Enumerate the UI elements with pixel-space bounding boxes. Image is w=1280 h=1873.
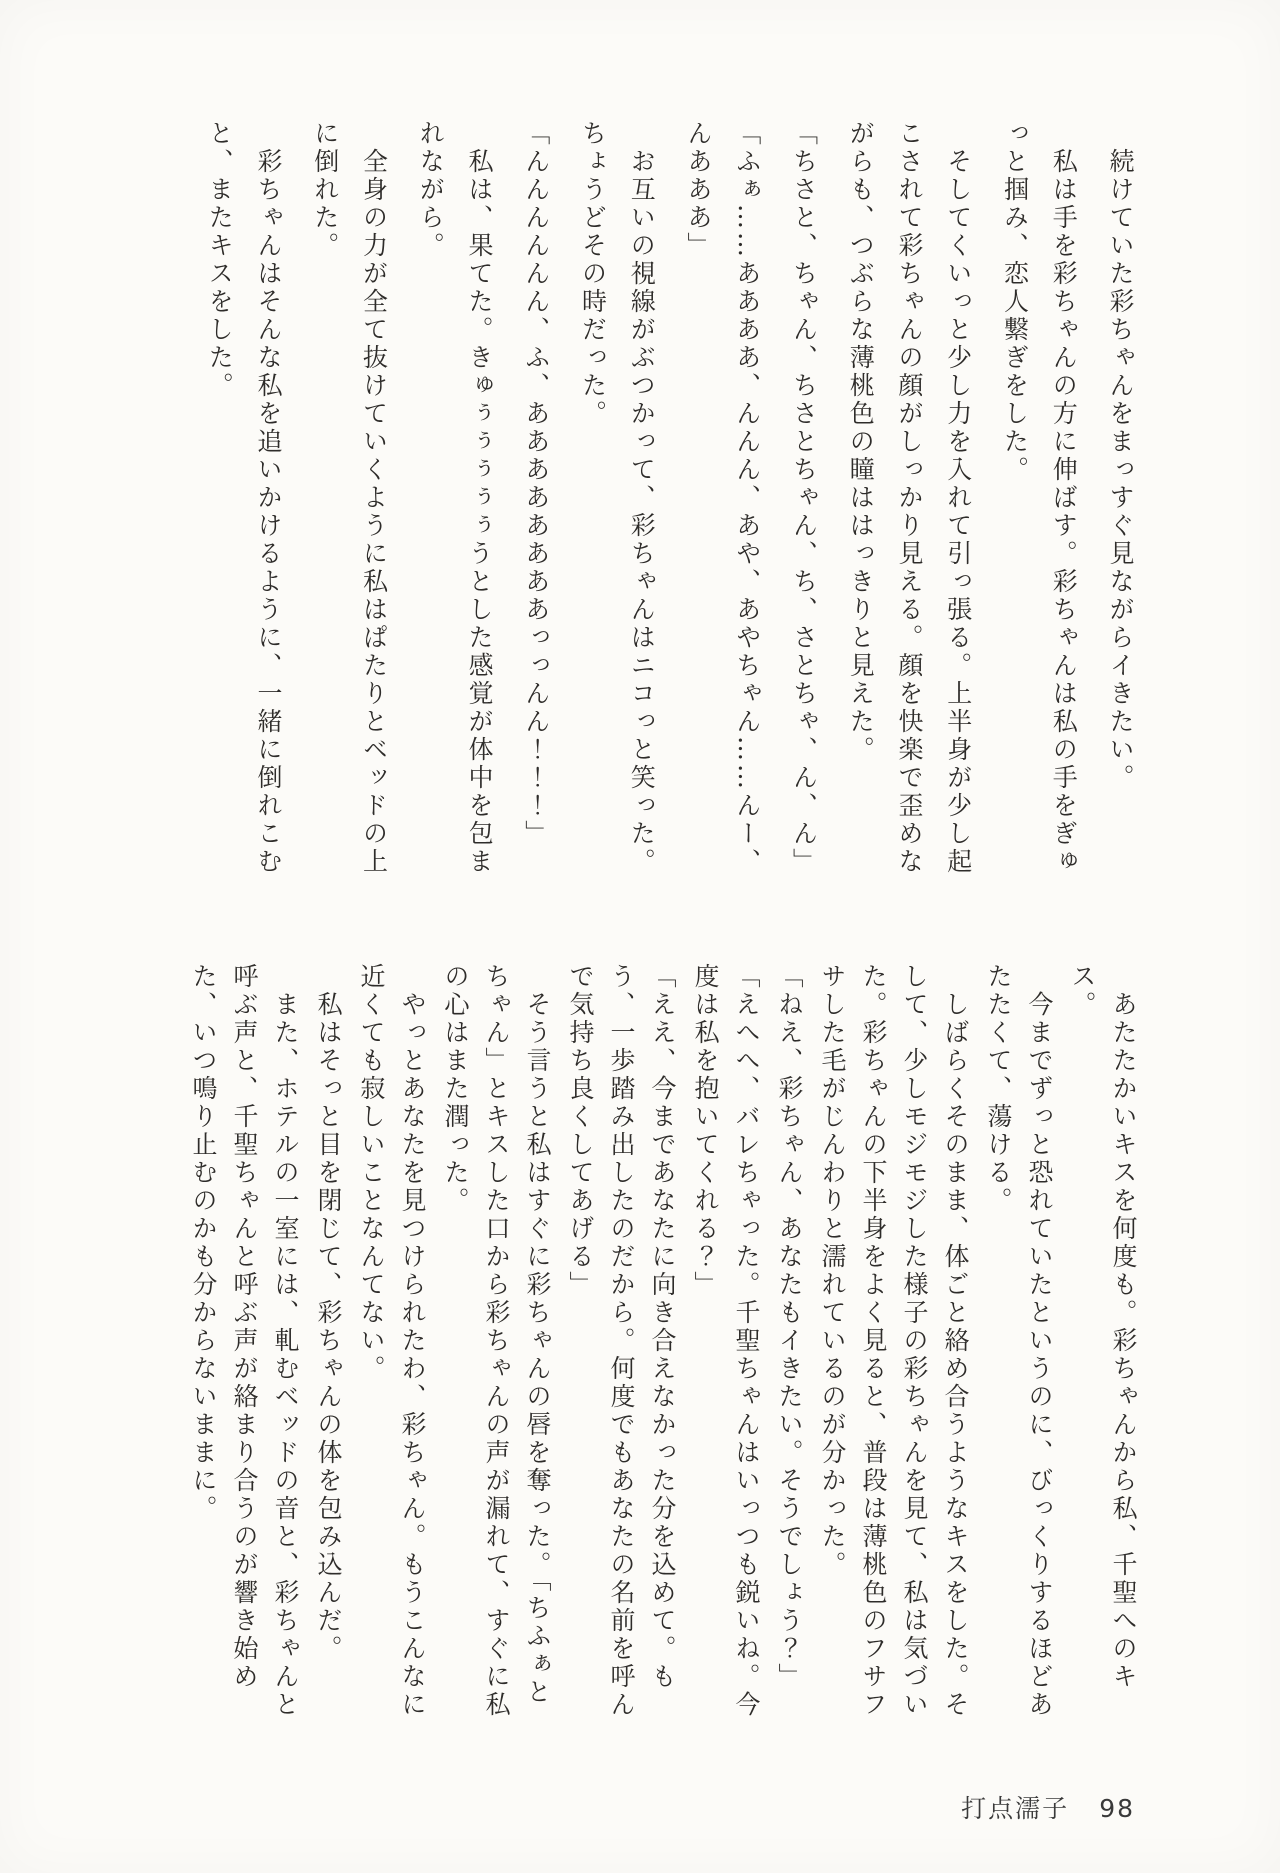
dialogue-line: 「えへへ、バレちゃった。千聖ちゃんはいっつも鋭いね。今度は私を抱いてくれる？」 — [691, 963, 761, 1719]
paragraph: 私は、果てた。きゅぅぅぅぅぅうとした感覚が体中を包まれながら。 — [416, 120, 494, 876]
dialogue-line: 「ふぁ……ああああ、んんん、あや、あやちゃん……んー、んあああ」 — [684, 120, 762, 876]
paragraph: しばらくそのまま、体ごと絡め合うようなキスをした。そして、少しモジモジした様子の彩ちゃんを見て、私は気づいた。彩ちゃんの下半身をよく見ると、普段は薄桃色のフサフサした毛がじんわりと濡れているのが分かった。 — [818, 963, 970, 1719]
paragraph: 私は手を彩ちゃんの方に伸ばす。彩ちゃんは私の手をぎゅっと掴み、恋人繋ぎをした。 — [1000, 120, 1079, 876]
paragraph: そう言うと私はすぐに彩ちゃんの唇を奪った。「ちふぁとちゃん」とキスした口から彩ちゃんの声が漏れて、すぐに私の心はまた潤った。 — [441, 963, 552, 1719]
page-number: 98 — [1099, 1794, 1135, 1823]
paragraph: 彩ちゃんはそんな私を追いかけるように、一緒に倒れこむと、またキスをした。 — [205, 120, 283, 876]
paragraph: 今までずっと恐れていたというのに、びっくりするほどあたたくて、蕩ける。 — [984, 963, 1054, 1719]
paragraph: そしてくいっと少し力を入れて引っ張る。上半身が少し起こされて彩ちゃんの顔がしっかり見える。顔を快楽で歪めながらも、つぶらな薄桃色の瞳ははっきりと見えた。 — [846, 120, 973, 876]
bottom-text-block — [181, 963, 1144, 1720]
paragraph: 私はそっと目を閉じて、彩ちゃんの体を包み込んだ。 — [314, 963, 343, 1663]
dialogue-line: 「んんんんんん、ふ、ああああああああっっんん！！！」 — [521, 120, 551, 848]
page-footer — [961, 1789, 1135, 1825]
paragraph: また、ホテルの一室には、軋むベッドの音と、彩ちゃんと呼ぶ声と、千聖ちゃんと呼ぶ声が絡まり合うのが響き始めた、いつ鳴り止むのかも分からないままに。 — [189, 963, 300, 1719]
dialogue-line: 「ちさと、ちゃん、ちさとちゃん、ち、さとちゃ、ん、ん」 — [789, 120, 819, 876]
dialogue-line: 「ええ、今まであなたに向き合えなかった分を込めて。もう、一歩踏み出したのだから。何度でもあなたの名前を呼んで気持ち良くしてあげる」 — [566, 963, 677, 1719]
paragraph: 続けていた彩ちゃんをまっすぐ見ながらイきたい。 — [1106, 120, 1135, 792]
paragraph: あたたかいキスを何度も。彩ちゃんから私、千聖へのキス。 — [1068, 963, 1138, 1691]
paragraph: 全身の力が全て抜けていくように私はぱたりとベッドの上に倒れた。 — [310, 120, 389, 876]
paragraph: お互いの視線がぶつかって、彩ちゃんはニコっと笑った。ちょうどその時だった。 — [578, 120, 657, 876]
paragraph: やっとあなたを見つけられたわ、彩ちゃん。もうこんなに近くても寂しいことなんてない。 — [357, 963, 427, 1719]
footer-title: 打点濡子 — [961, 1794, 1070, 1823]
dialogue-line: 「ねえ、彩ちゃん、あなたもイきたい。そうでしょう？」 — [775, 963, 804, 1691]
top-text-block — [187, 120, 1145, 877]
